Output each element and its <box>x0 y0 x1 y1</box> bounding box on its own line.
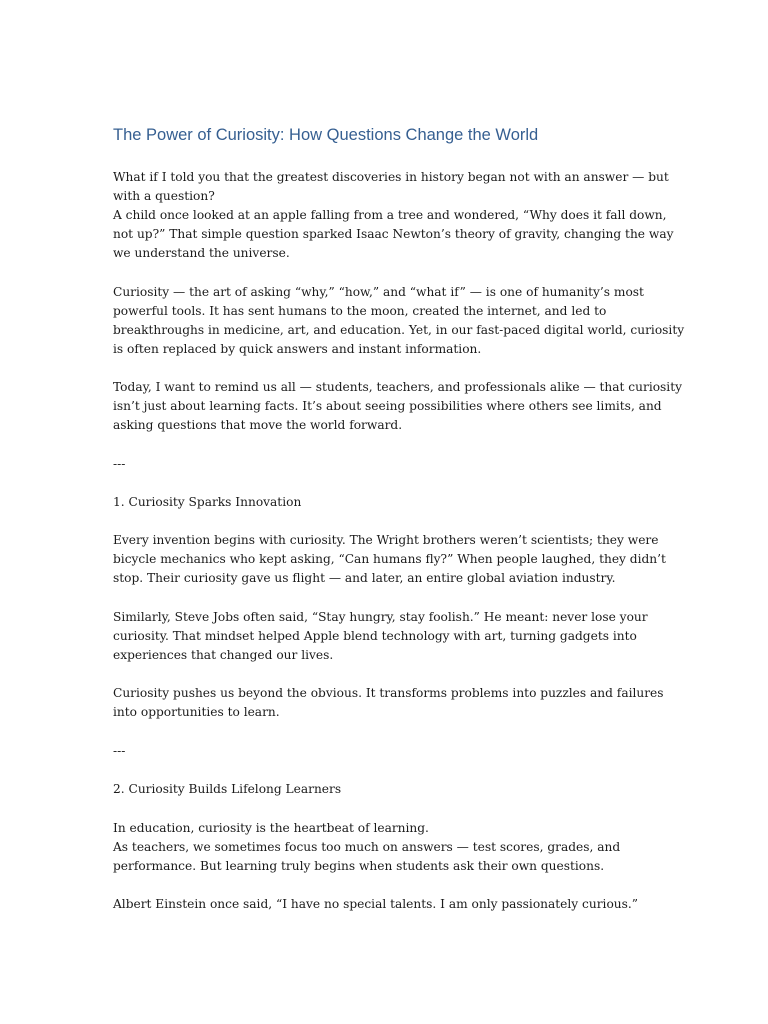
text-line: As teachers, we sometimes focus too much on answers — test scores, grades, and <box>113 840 621 855</box>
intro-paragraph <box>113 168 674 263</box>
section-2-heading <box>113 780 661 799</box>
pushes-paragraph <box>113 684 664 722</box>
wright-paragraph <box>113 531 666 588</box>
heading-text: 1. Curiosity Sparks Innovation <box>113 495 302 509</box>
section-separator <box>113 742 661 761</box>
text-line: Albert Einstein once said, “I have no special talents. I am only passionately curious.” <box>113 897 638 911</box>
text-line: A child once looked at an apple falling from a tree and wondered, “Why does it fall down, <box>113 208 667 223</box>
text-line: Curiosity — the art of asking “why,” “how,” and “what if” — is one of humanity’s most <box>113 285 644 299</box>
separator-text: --- <box>113 744 126 758</box>
text-line: stop. Their curiosity gave us flight — and later, an entire global aviation industry. <box>113 571 616 586</box>
text-line: is often replaced by quick answers and instant information. <box>113 342 482 357</box>
text-line: powerful tools. It has sent humans to the moon, created the internet, and led to <box>113 304 607 319</box>
section-separator <box>113 455 661 474</box>
text-line: Every invention begins with curiosity. The Wright brothers weren’t scientists; they were <box>113 533 659 547</box>
text-line: experiences that changed our lives. <box>113 648 334 663</box>
text-line: performance. But learning truly begins when students ask their own questions. <box>113 859 605 874</box>
text-line: we understand the universe. <box>113 246 290 261</box>
text-line: Today, I want to remind us all — students, teachers, and professionals alike — that curiosity <box>113 380 682 394</box>
text-line: In education, curiosity is the heartbeat of learning. <box>113 821 429 835</box>
text-line: bicycle mechanics who kept asking, “Can humans fly?” When people laughed, they didn’t <box>113 552 666 567</box>
text-line: What if I told you that the greatest discoveries in history began not with an answer — but <box>113 170 669 184</box>
document-title: The Power of Curiosity: How Questions Change the World <box>113 126 539 144</box>
text-line: Similarly, Steve Jobs often said, “Stay hungry, stay foolish.” He meant: never lose your <box>113 610 648 624</box>
text-line: asking questions that move the world forward. <box>113 418 403 433</box>
curiosity-paragraph <box>113 283 685 359</box>
separator-text: --- <box>113 457 126 471</box>
section-1-heading <box>113 493 661 512</box>
text-line: with a question? <box>113 189 215 204</box>
einstein-paragraph <box>113 895 661 914</box>
text-line: isn’t just about learning facts. It’s about seeing possibilities where others see limits, and <box>113 399 662 414</box>
text-line: Curiosity pushes us beyond the obvious. It transforms problems into puzzles and failures <box>113 686 664 700</box>
text-line: breakthroughs in medicine, art, and education. Yet, in our fast-paced digital world, curiosity <box>113 323 685 338</box>
text-line: into opportunities to learn. <box>113 705 280 720</box>
education-paragraph <box>113 819 661 876</box>
heading-text: 2. Curiosity Builds Lifelong Learners <box>113 782 342 796</box>
text-line: curiosity. That mindset helped Apple blend technology with art, turning gadgets into <box>113 629 637 644</box>
jobs-paragraph <box>113 608 661 665</box>
text-line: not up?” That simple question sparked Isaac Newton’s theory of gravity, changing the way <box>113 227 674 242</box>
today-paragraph <box>113 378 682 435</box>
